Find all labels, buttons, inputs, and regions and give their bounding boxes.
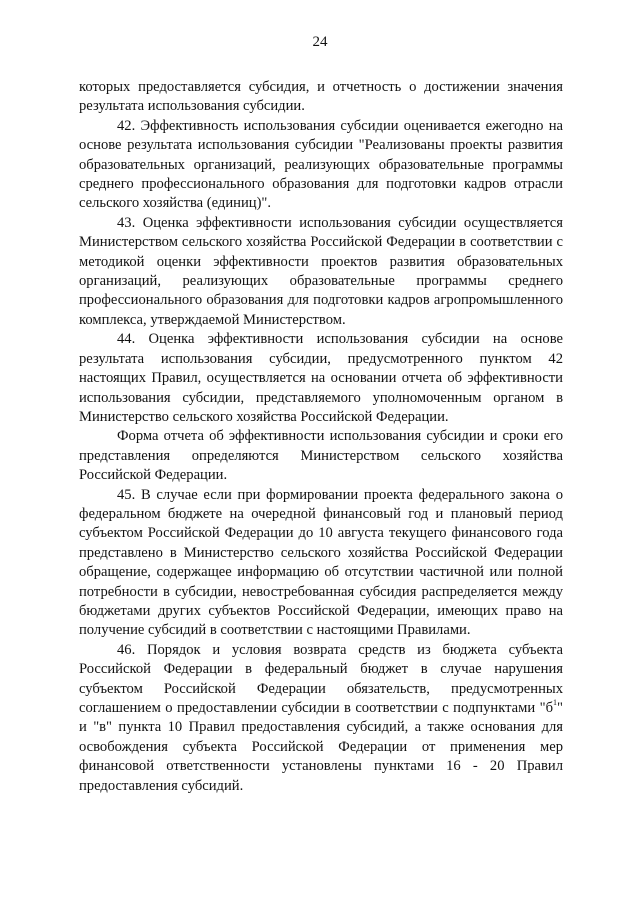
document-body — [79, 78, 563, 796]
superscript-1: 1 — [553, 698, 558, 708]
paragraph-continuation: которых предоставляется субсидия, и отчетность о достижении значения результата использования субсидии. — [79, 79, 563, 115]
paragraph-44-report-form: Форма отчета об эффективности использования субсидии и сроки его представления определяются Министерством сельского хозяйства Российской Федерации. — [79, 428, 563, 484]
paragraph-46-part-b: " и "в" пункта 10 Правил предоставления субсидий, а также основания для освобождения субъекта Российской Федерации от применения мер финансовой ответственности установлены пунктами 16 - 20 Правил предоставления субсидий. — [79, 700, 563, 794]
paragraph-45: 45. В случае если при формировании проекта федерального закона о федеральном бюджете на очередной финансовый год и плановый период субъектом Российской Федерации до 10 августа текущего финансового года представлено в Министерство сельского хозяйства Российской Федерации обращение, содержащее информацию об отсутствии частичной или полной потребности в субсидии, невостребованная субсидия распределяется между бюджетами других субъектов Российской Федерации, имеющих право на получение субсидий в соответствии с настоящими Правилами. — [79, 486, 563, 639]
page-number: 24 — [312, 34, 328, 50]
paragraph-46-part-a: 46. Порядок и условия возврата средств из бюджета субъекта Российской Федерации в федеральный бюджет в случае нарушения субъектом Российской Федерации обязательств, предусмотренных соглашением о предоставлении субсидии в соответствии с подпунктами "б — [79, 641, 563, 716]
paragraph-44: 44. Оценка эффективности использования субсидии на основе результата использования субсидии, предусмотренного пунктом 42 настоящих Правил, осуществляется на основании отчета об эффективности использования субсидии, представляемого уполномоченным органом в Министерство сельского хозяйства Российской Федерации. — [79, 331, 563, 425]
paragraph-46 — [79, 641, 563, 796]
paragraph-43: 43. Оценка эффективности использования субсидии осуществляется Министерством сельского хозяйства Российской Федерации в соответствии с методикой оценки эффективности проектов развития образовательных организаций, реализующих образовательные программы среднего профессионального образования для подготовки кадров агропромышленного комплекса, утверждаемой Министерством. — [79, 214, 563, 328]
paragraph-42: 42. Эффективность использования субсидии оценивается ежегодно на основе результата использования субсидии "Реализованы проекты развития образовательных организаций, реализующих образовательные программы среднего профессионального образования для подготовки кадров отрасли сельского хозяйства (единиц)". — [79, 117, 563, 212]
